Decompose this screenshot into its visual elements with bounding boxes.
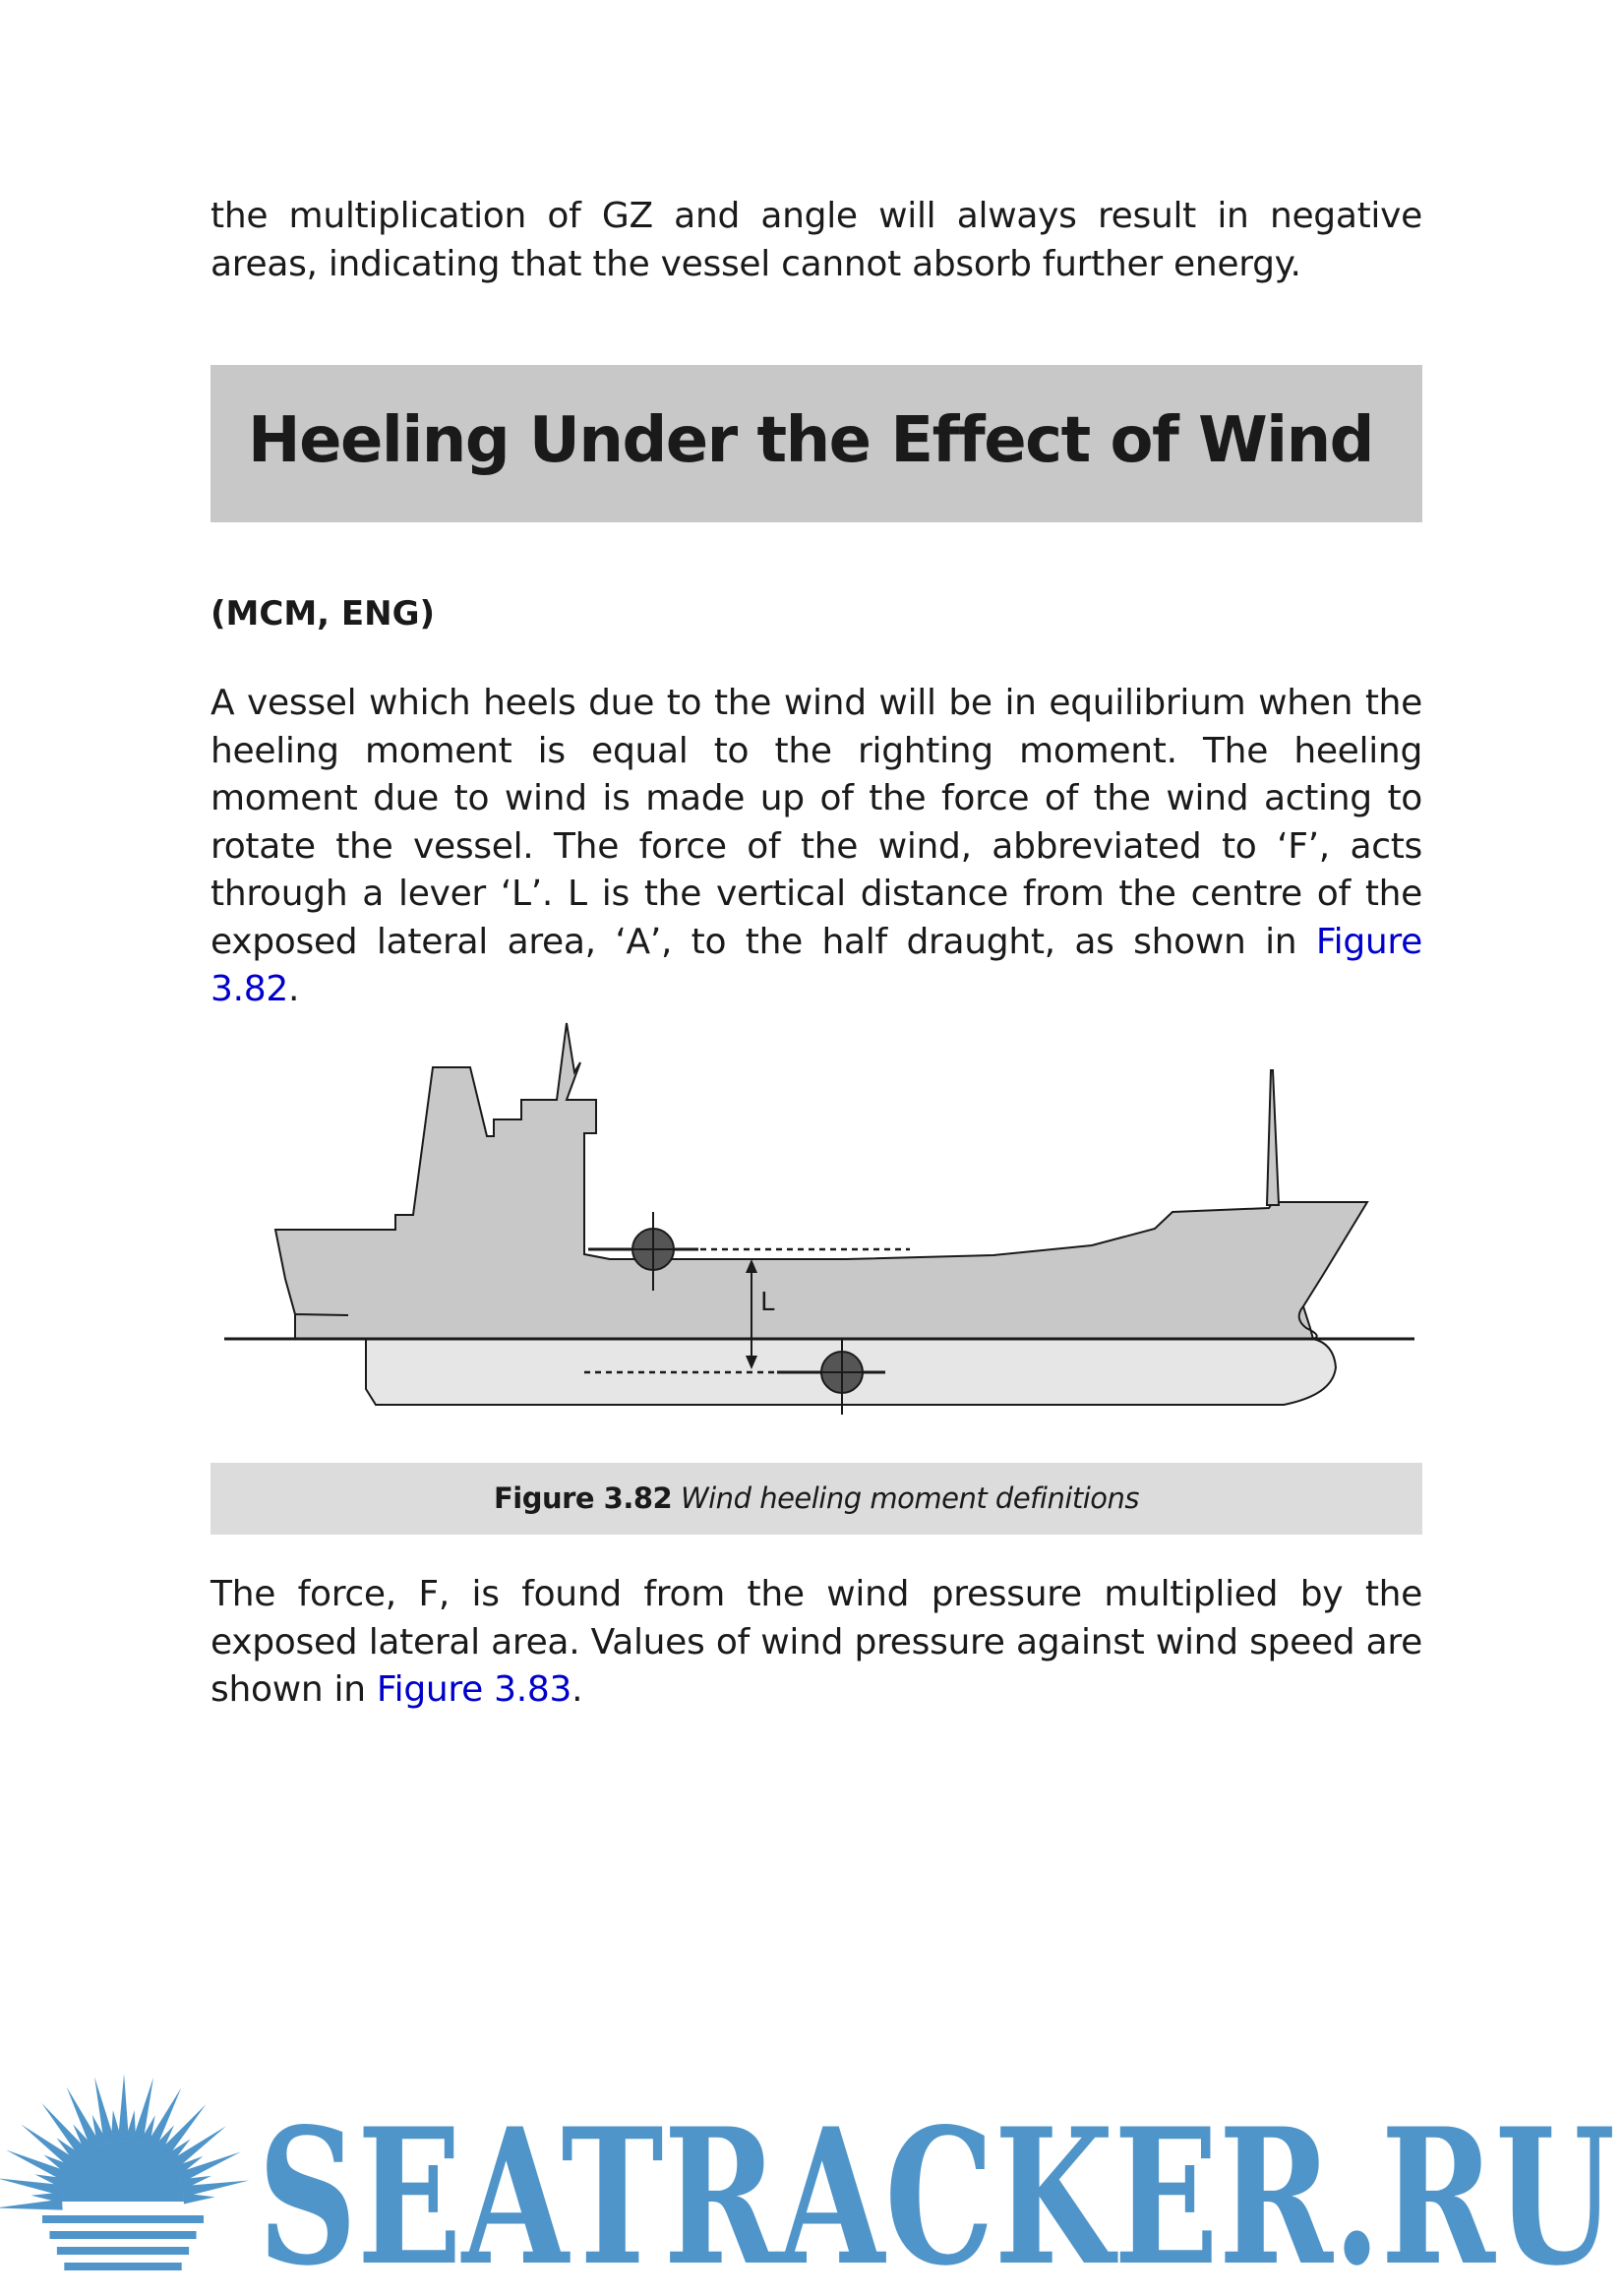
section-heading-banner bbox=[210, 365, 1422, 522]
section-title: Heeling Under the Effect of Wind bbox=[248, 404, 1373, 477]
paragraph-2-end: . bbox=[571, 1669, 583, 1710]
lever-label: L bbox=[760, 1288, 775, 1317]
paragraph-1-end: . bbox=[287, 969, 300, 1009]
sun-wave-line bbox=[49, 2231, 196, 2239]
paragraph-wind-force bbox=[210, 1571, 1422, 1715]
seatracker-watermark bbox=[0, 2056, 1623, 2296]
paragraph-wind-heeling bbox=[210, 680, 1422, 1014]
sun-ray bbox=[183, 2193, 214, 2204]
figure-caption bbox=[210, 1463, 1422, 1535]
wind-heeling-figure bbox=[216, 1003, 1416, 1417]
paragraph-2 bbox=[210, 1571, 1422, 1715]
intro-paragraph bbox=[210, 193, 1422, 288]
figure-3-82-link[interactable]: Figure 3.82 bbox=[210, 921, 1422, 1009]
paragraph-1 bbox=[210, 680, 1422, 1014]
watermark-text: SEATRACKER.RU bbox=[258, 2087, 1615, 2296]
section-tags: (MCM, ENG) bbox=[210, 594, 436, 634]
paragraph-1-text: A vessel which heels due to the wind will be in equilibrium when the heeling moment is equal to the righting moment. The heeling moment due to wind is made up of the force of the wind acting to rotate the vessel. The force of the wind, abbreviated to ‘F’, acts through a lever ‘L’. L is the vertical distance from the centre of the exposed lateral area, ‘A’, to the half draught, as shown in bbox=[210, 683, 1422, 962]
figure-3-83-link[interactable]: Figure 3.83 bbox=[376, 1669, 572, 1710]
intro-text: the multiplication of GZ and angle will always result in negative areas, indicating that the vessel cannot absorb further energy. bbox=[210, 196, 1422, 284]
sun-logo-icon bbox=[0, 2074, 249, 2270]
caption-text: Wind heeling moment definitions bbox=[680, 1481, 1140, 1515]
sun-ray bbox=[41, 2103, 89, 2158]
sun-wave-line bbox=[64, 2263, 181, 2270]
sun-ray bbox=[158, 2104, 207, 2159]
paragraph-2-text: The force, F, is found from the wind pressure multiplied by the exposed lateral area. Values of wind pressure against wind speed are shown in bbox=[210, 1574, 1422, 1710]
sun-ray bbox=[118, 2074, 129, 2141]
sun-wave-line bbox=[57, 2247, 189, 2255]
forward-mast bbox=[1267, 1070, 1279, 1205]
sun-wave-line bbox=[42, 2215, 204, 2223]
caption-number: Figure 3.82 bbox=[493, 1481, 673, 1515]
